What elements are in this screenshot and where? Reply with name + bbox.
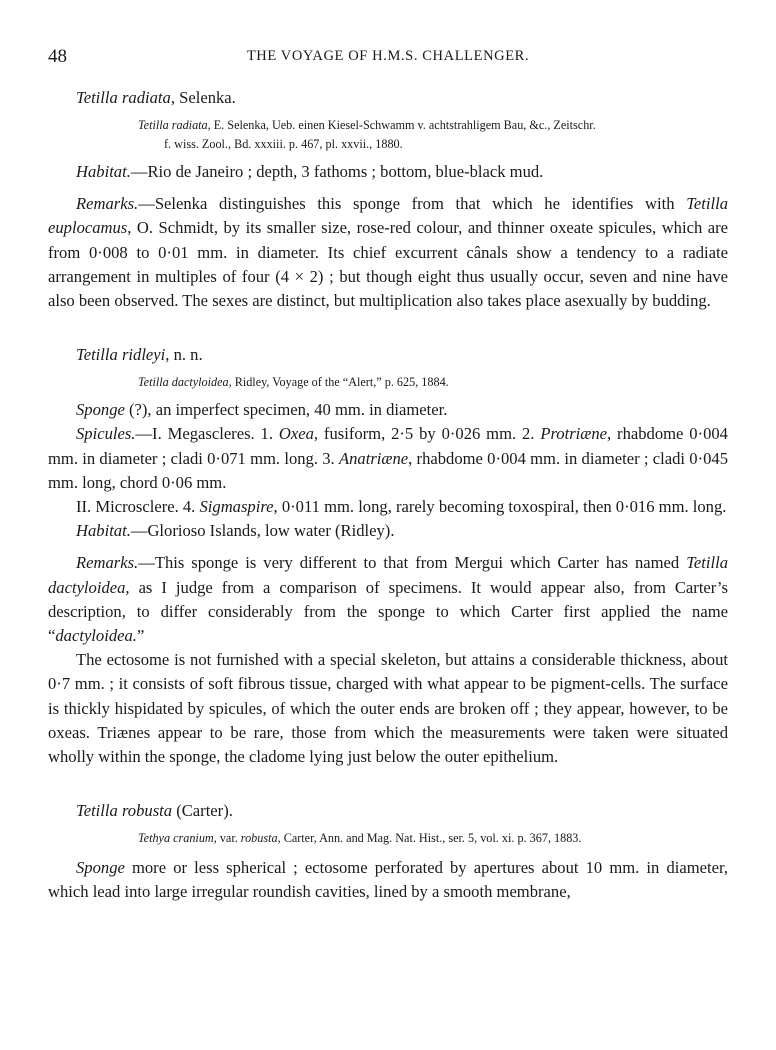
species-name: Tetilla radiata <box>76 88 171 107</box>
spicules-text: , fusiform, 2·5 by 0·026 mm. 2. <box>313 424 541 444</box>
spicules-text: , rhabdome 0·004 mm. in diameter ; cladi 0·045 mm. long, chord 0·06 mm. <box>48 448 728 492</box>
citation-text: , E. Selenka, Ueb. einen Kiesel-Schwamm v. achtstrahligem Bau, &c., Zeitschr. <box>207 118 596 132</box>
running-title: THE VOYAGE OF H.M.S. CHALLENGER. <box>246 48 530 64</box>
spicule-type: Sigmaspire <box>199 497 274 517</box>
sponge-text: more or less spherical ; ectosome perforated by apertures about 10 mm. in diameter, which lead into large irregular roundish cavities, lined by a smooth membrane, <box>48 858 728 902</box>
citation-line <box>138 829 728 848</box>
species-heading <box>48 343 728 367</box>
citation-line: f. wiss. Zool., Bd. xxxiii. p. 467, pl. xxvii., 1880. <box>164 137 403 151</box>
citation-name: Tetilla radiata <box>138 118 208 132</box>
habitat-text: —Rio de Janeiro ; depth, 3 fathoms ; bottom, blue-black mud. <box>130 162 544 181</box>
sponge-paragraph <box>48 398 728 422</box>
ectosome-paragraph: The ectosome is not furnished with a special skeleton, but attains a considerable thickness, about 0·7 mm. ; it consists of soft fibrous tissue, charged with what appear to be pigment-cells. The surface is thickly hispidated by spicules, of which the outer ends are broken off ; they appear, however, to be oxeas. Triænes appear to be rare, those from which the measurements were taken were situated wholly within the sponge, the cladome lying just below the outer epithelium. <box>48 650 728 767</box>
sponge-text: (?), an imperfect specimen, 40 mm. in diameter. <box>124 400 448 420</box>
spicules-paragraph <box>48 422 728 495</box>
citation-line <box>138 373 728 392</box>
habitat-label: Habitat. <box>76 521 131 541</box>
spicule-type: Oxea <box>278 424 314 444</box>
habitat-paragraph <box>48 519 728 543</box>
remarks-label: Remarks. <box>76 194 139 214</box>
species-author: (Carter). <box>172 801 233 821</box>
species-name: Tetilla ridleyi <box>76 345 166 365</box>
habitat-label: Habitat. <box>76 162 131 181</box>
spicules-label: Spicules. <box>76 424 136 444</box>
synonym-citation <box>138 116 728 154</box>
remarks-text: , as I judge from a comparison of specimens. It would appear also, from Carter’s description, to differ considerably from the sponge to which Carter first applied the name “ <box>48 577 728 646</box>
species-heading <box>48 86 728 110</box>
microsclere-text: , 0·011 mm. long, rarely becoming toxospiral, then 0·016 mm. long. <box>273 497 727 517</box>
citation-text: , Ridley, Voyage of the “Alert,” p. 625, 1884. <box>228 375 449 390</box>
species-heading <box>48 799 728 823</box>
citation-name: Tethya cranium <box>138 831 214 846</box>
spicule-type: Protriæne <box>540 424 608 444</box>
remarks-paragraph <box>48 192 728 313</box>
sponge-label: Sponge <box>76 858 125 878</box>
citation-text: , Carter, Ann. and Mag. Nat. Hist., ser. 5, vol. xi. p. 367, 1883. <box>277 831 582 846</box>
species-name: Tetilla robusta <box>76 801 173 821</box>
species-reference: dactyloidea. <box>55 626 137 646</box>
citation-text: , var. <box>213 831 241 846</box>
species-reference: Tetilla euplocamus <box>48 194 728 238</box>
synonym-citation <box>138 829 728 848</box>
page-content <box>48 86 728 905</box>
running-header <box>48 46 728 70</box>
sponge-label: Sponge <box>76 400 125 420</box>
page-number: 48 <box>48 46 67 67</box>
microsclere-paragraph <box>48 495 728 519</box>
citation-variety: robusta <box>240 831 278 846</box>
remarks-paragraph <box>48 551 728 648</box>
spicules-text: , rhabdome 0·004 mm. in diameter ; cladi 0·071 mm. long. 3. <box>48 424 728 468</box>
synonym-citation <box>138 373 728 392</box>
habitat-paragraph <box>48 160 728 184</box>
remarks-label: Remarks. <box>76 553 139 573</box>
sponge-paragraph <box>48 856 728 904</box>
species-author: , Selenka. <box>170 88 236 107</box>
habitat-text: —Glorioso Islands, low water (Ridley). <box>130 521 395 541</box>
spicules-text: —I. Megascleres. 1. <box>135 424 279 444</box>
citation-line <box>138 116 728 135</box>
species-reference: Tetilla dactyloidea <box>48 553 728 597</box>
spicule-type: Anatriæne <box>338 448 409 468</box>
remarks-text: —This sponge is very different to that from Mergui which Carter has named <box>138 553 687 573</box>
species-author: , n. n. <box>165 345 203 365</box>
remarks-text: ” <box>136 626 145 646</box>
citation-name: Tetilla dactyloidea <box>138 375 229 390</box>
remarks-text: —Selenka distinguishes this sponge from that which he identifies with <box>138 194 687 214</box>
remarks-text: , O. Schmidt, by its smaller size, rose-red colour, and thinner oxeate spicules, which are from 0·008 to 0·01 mm. in diameter. Its chief excurrent cânals show a tendency to a radiate arrangement in multiples of four (4 × 2) ; but though eight thus usually occur, seven and nine have also been observed. The sexes are distinct, but multiplication also takes place asexually by budding. <box>48 218 728 311</box>
microsclere-text: II. Microsclere. 4. <box>76 497 200 517</box>
